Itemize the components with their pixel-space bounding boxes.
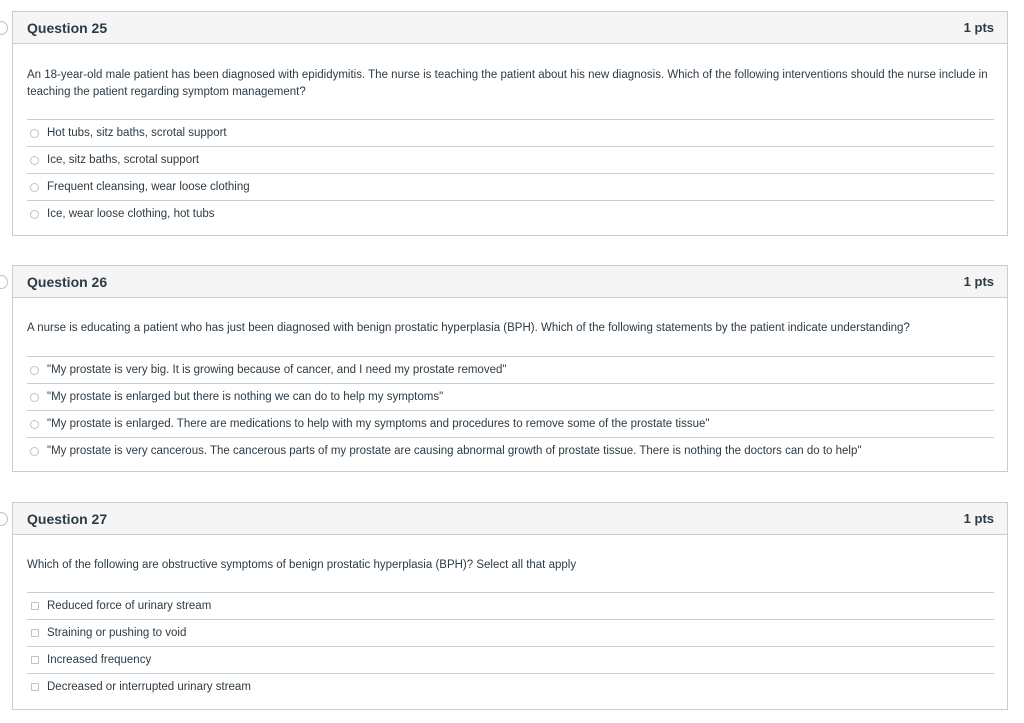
question-body bbox=[13, 320, 1007, 464]
answer-option[interactable] bbox=[27, 673, 994, 700]
flag-question-icon[interactable] bbox=[0, 512, 8, 526]
answer-label: "My prostate is very big. It is growing because of cancer, and I need my prostate removed" bbox=[47, 364, 507, 376]
question-title: Question 26 bbox=[27, 273, 108, 290]
answer-list bbox=[27, 119, 994, 227]
radio-button-icon[interactable] bbox=[30, 129, 39, 138]
answer-label: Frequent cleansing, wear loose clothing bbox=[47, 181, 250, 193]
radio-button-icon[interactable] bbox=[30, 183, 39, 192]
checkbox-icon[interactable] bbox=[31, 629, 39, 637]
answer-label: Hot tubs, sitz baths, scrotal support bbox=[47, 127, 227, 139]
answer-label: Decreased or interrupted urinary stream bbox=[47, 681, 251, 693]
answer-option[interactable] bbox=[27, 356, 994, 383]
question-25 bbox=[12, 11, 1008, 236]
question-header bbox=[13, 266, 1007, 298]
answer-option[interactable] bbox=[27, 646, 994, 673]
question-header bbox=[13, 12, 1007, 44]
flag-question-icon[interactable] bbox=[0, 275, 8, 289]
answer-option[interactable] bbox=[27, 173, 994, 200]
question-26 bbox=[12, 265, 1008, 472]
answer-option[interactable] bbox=[27, 592, 994, 619]
answer-option[interactable] bbox=[27, 437, 994, 464]
question-title: Question 25 bbox=[27, 19, 108, 36]
question-text: A nurse is educating a patient who has just been diagnosed with benign prostatic hyperplasia (BPH). Which of the following statements by the patient indicate understanding? bbox=[27, 322, 910, 334]
answer-label: Ice, wear loose clothing, hot tubs bbox=[47, 208, 215, 220]
answer-option[interactable] bbox=[27, 146, 994, 173]
question-title: Question 27 bbox=[27, 510, 108, 527]
question-points: 1 pts bbox=[963, 274, 994, 289]
answer-option[interactable] bbox=[27, 200, 994, 227]
radio-button-icon[interactable] bbox=[30, 447, 39, 456]
question-body bbox=[13, 67, 1007, 227]
question-body bbox=[13, 557, 1007, 700]
answer-label: Increased frequency bbox=[47, 654, 152, 666]
answer-label: Reduced force of urinary stream bbox=[47, 600, 212, 612]
question-points: 1 pts bbox=[963, 511, 994, 526]
answer-option[interactable] bbox=[27, 619, 994, 646]
answer-option[interactable] bbox=[27, 119, 994, 146]
question-header bbox=[13, 503, 1007, 535]
question-points: 1 pts bbox=[963, 20, 994, 35]
answer-list bbox=[27, 592, 994, 700]
checkbox-icon[interactable] bbox=[31, 656, 39, 664]
question-27 bbox=[12, 502, 1008, 710]
radio-button-icon[interactable] bbox=[30, 393, 39, 402]
answer-option[interactable] bbox=[27, 410, 994, 437]
checkbox-icon[interactable] bbox=[31, 683, 39, 691]
question-text: An 18-year-old male patient has been diagnosed with epididymitis. The nurse is teaching the patient about his new diagnosis. Which of the following interventions should the nurse include in teaching the patient regarding symptom management? bbox=[27, 69, 988, 98]
radio-button-icon[interactable] bbox=[30, 366, 39, 375]
radio-button-icon[interactable] bbox=[30, 210, 39, 219]
radio-button-icon[interactable] bbox=[30, 156, 39, 165]
checkbox-icon[interactable] bbox=[31, 602, 39, 610]
question-text: Which of the following are obstructive symptoms of benign prostatic hyperplasia (BPH)? Select all that apply bbox=[27, 559, 577, 571]
answer-label: "My prostate is very cancerous. The cancerous parts of my prostate are causing abnormal growth of prostate tissue. There is nothing the doctors can do to help" bbox=[47, 445, 862, 457]
answer-label: Straining or pushing to void bbox=[47, 627, 187, 639]
answer-label: "My prostate is enlarged. There are medications to help with my symptoms and procedures to remove some of the prostate tissue" bbox=[47, 418, 710, 430]
answer-label: "My prostate is enlarged but there is nothing we can do to help my symptoms" bbox=[47, 391, 444, 403]
radio-button-icon[interactable] bbox=[30, 420, 39, 429]
flag-question-icon[interactable] bbox=[0, 21, 8, 35]
answer-option[interactable] bbox=[27, 383, 994, 410]
answer-label: Ice, sitz baths, scrotal support bbox=[47, 154, 200, 166]
answer-list bbox=[27, 356, 994, 464]
